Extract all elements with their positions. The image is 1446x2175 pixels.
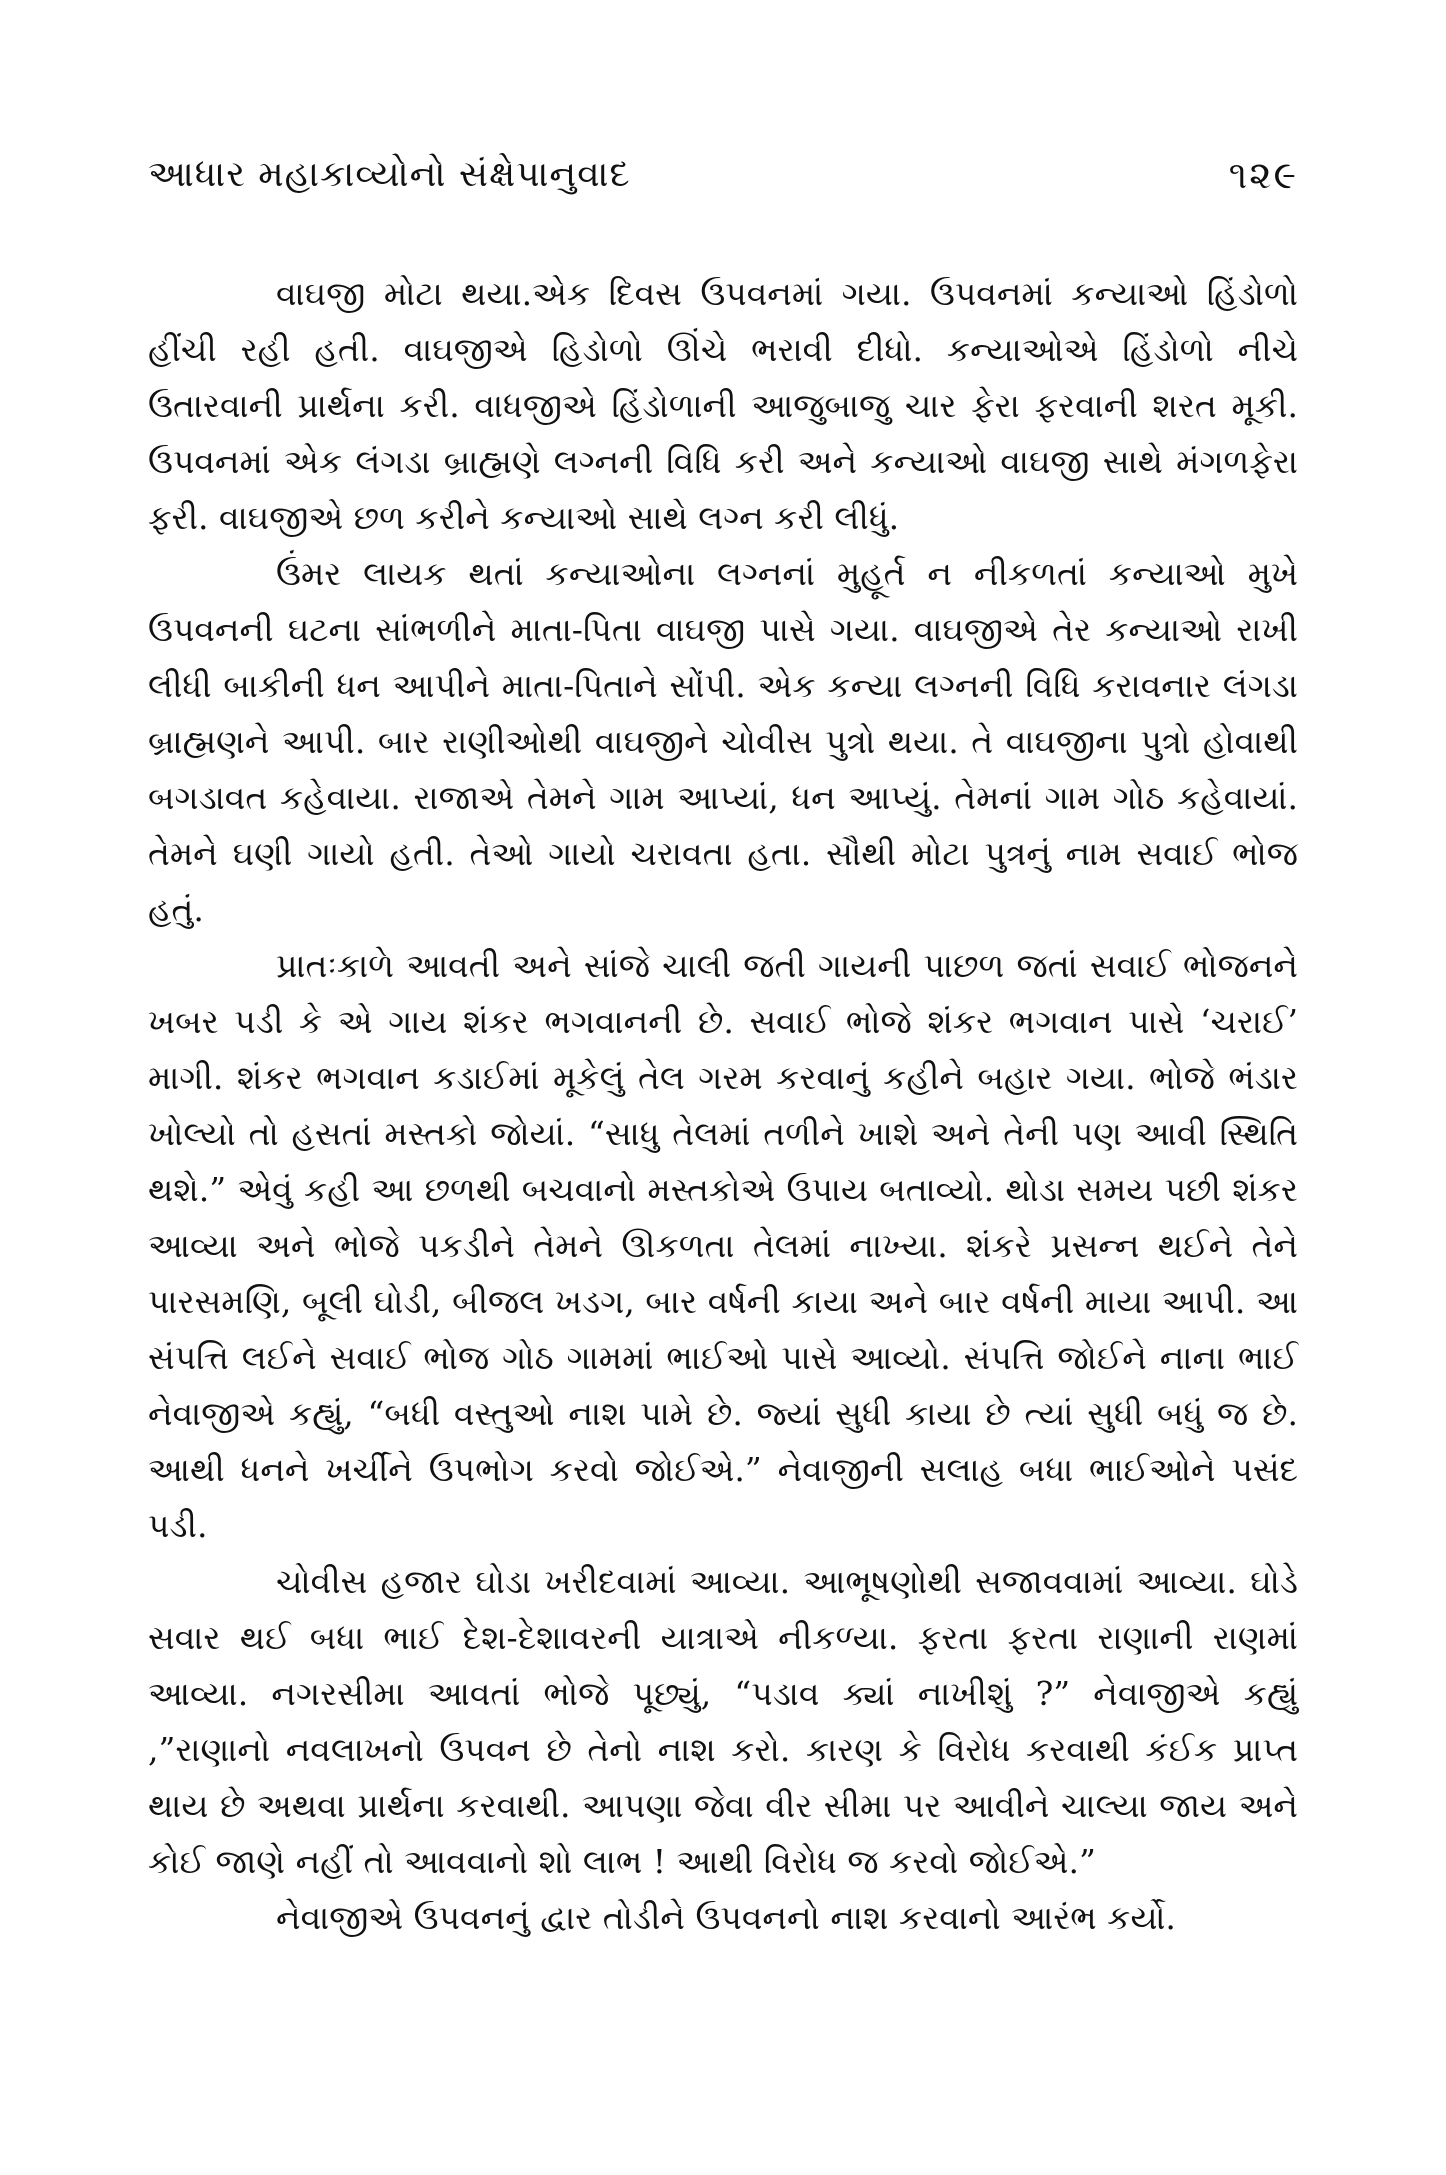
running-head: [148, 150, 1298, 210]
body-text: [148, 266, 1298, 1946]
running-title: આધાર મહાકાવ્યોનો સંક્ષેપાનુવાદ: [148, 154, 631, 195]
paragraph-4: ચોવીસ હજાર ઘોડા ખરીદવામાં આવ્યા. આભૂષણોથી સજાવવામાં આવ્યા. ઘોડે સવાર થઈ બધા ભાઈ દેશ-દેશાવરની યાત્રાએ નીકળ્યા. ફરતા ફરતા રાણાની રાણમાં આવ્યા. નગરસીમા આવતાં ભોજે પૂછ્યું, “પડાવ ક્યાં નાખીશું ?” નેવાજીએ કહ્યું ,”રાણાનો નવલાખનો ઉપવન છે તેનો નાશ કરો. કારણ કે વિરોધ કરવાથી કંઈક પ્રાપ્ત થાય છે અથવા પ્રાર્થના કરવાથી. આપણા જેવા વીર સીમા પર આવીને ચાલ્યા જાય અને કોઈ જાણે નહીં તો આવવાનો શો લાભ ! આથી વિરોધ જ કરવો જોઈએ.”: [148, 1562, 1298, 1881]
paragraph-3: પ્રાતઃકાળે આવતી અને સાંજે ચાલી જતી ગાયની પાછળ જતાં સવાઈ ભોજનને ખબર પડી કે એ ગાય શંકર ભગવાનની છે. સવાઈ ભોજે શંકર ભગવાન પાસે ‘ચરાઈ’ માગી. શંકર ભગવાન કડાઈમાં મૂકેલું તેલ ગરમ કરવાનું કહીને બહાર ગયા. ભોજે ભંડાર ખોલ્યો તો હસતાં મસ્તકો જોયાં. “સાધુ તેલમાં તળીને ખાશે અને તેની પણ આવી સ્થિતિ થશે.” એવું કહી આ છળથી બચવાનો મસ્તકોએ ઉપાય બતાવ્યો. થોડા સમય પછી શંકર આવ્યા અને ભોજે પકડીને તેમને ઊકળતા તેલમાં નાખ્યા. શંકરે પ્રસન્ન થઈને તેને પારસમણિ, બૂલી ઘોડી, બીજલ ખડગ, બાર વર્ષની કાયા અને બાર વર્ષની માયા આપી. આ સંપત્તિ લઈને સવાઈ ભોજ ગોઠ ગામમાં ભાઈઓ પાસે આવ્યો. સંપત્તિ જોઈને નાના ભાઈ નેવાજીએ કહ્યું, “બધી વસ્તુઓ નાશ પામે છે. જ્યાં સુધી કાયા છે ત્યાં સુધી બધું જ છે. આથી ધનને ખર્ચીને ઉપભોગ કરવો જોઈએ.” નેવાજીની સલાહ બધા ભાઈઓને પસંદ પડી.: [148, 946, 1298, 1545]
paragraph-2: ઉંમર લાયક થતાં કન્યાઓના લગ્નનાં મુહૂર્ત ન નીકળતાં કન્યાઓ મુખે ઉપવનની ઘટના સાંભળીને માતા-પિતા વાઘજી પાસે ગયા. વાઘજીએ તેર કન્યાઓ રાખી લીધી બાકીની ધન આપીને માતા-પિતાને સોંપી. એક કન્યા લગ્નની વિધિ કરાવનાર લંગડા બ્રાહ્મણને આપી. બાર રાણીઓથી વાઘજીને ચોવીસ પુત્રો થયા. તે વાઘજીના પુત્રો હોવાથી બગડાવત કહેવાયા. રાજાએ તેમને ગામ આપ્યાં, ધન આપ્યું. તેમનાં ગામ ગોઠ કહેવાયાં. તેમને ઘણી ગાયો હતી. તેઓ ગાયો ચરાવતા હતા. સૌથી મોટા પુત્રનું નામ સવાઈ ભોજ હતું.: [148, 554, 1298, 929]
paragraph-1: વાઘજી મોટા થયા.એક દિવસ ઉપવનમાં ગયા. ઉપવનમાં કન્યાઓ હિંડોળો હીંચી રહી હતી. વાઘજીએ હિડોળો ઊંચે ભરાવી દીધો. કન્યાઓએ હિંડોળો નીચે ઉતારવાની પ્રાર્થના કરી. વાધજીએ હિંડોળાની આજુબાજુ ચાર ફેરા ફરવાની શરત મૂકી. ઉપવનમાં એક લંગડા બ્રાહ્મણે લગ્નની વિધિ કરી અને કન્યાઓ વાઘજી સાથે મંગળફેરા ફરી. વાઘજીએ છળ કરીને કન્યાઓ સાથે લગ્ન કરી લીધું.: [148, 274, 1298, 537]
page-number: ૧૨૯: [1228, 153, 1298, 197]
paragraph-5: નેવાજીએ ઉપવનનું દ્વાર તોડીને ઉપવનનો નાશ કરવાનો આરંભ કર્યો.: [276, 1898, 1176, 1937]
